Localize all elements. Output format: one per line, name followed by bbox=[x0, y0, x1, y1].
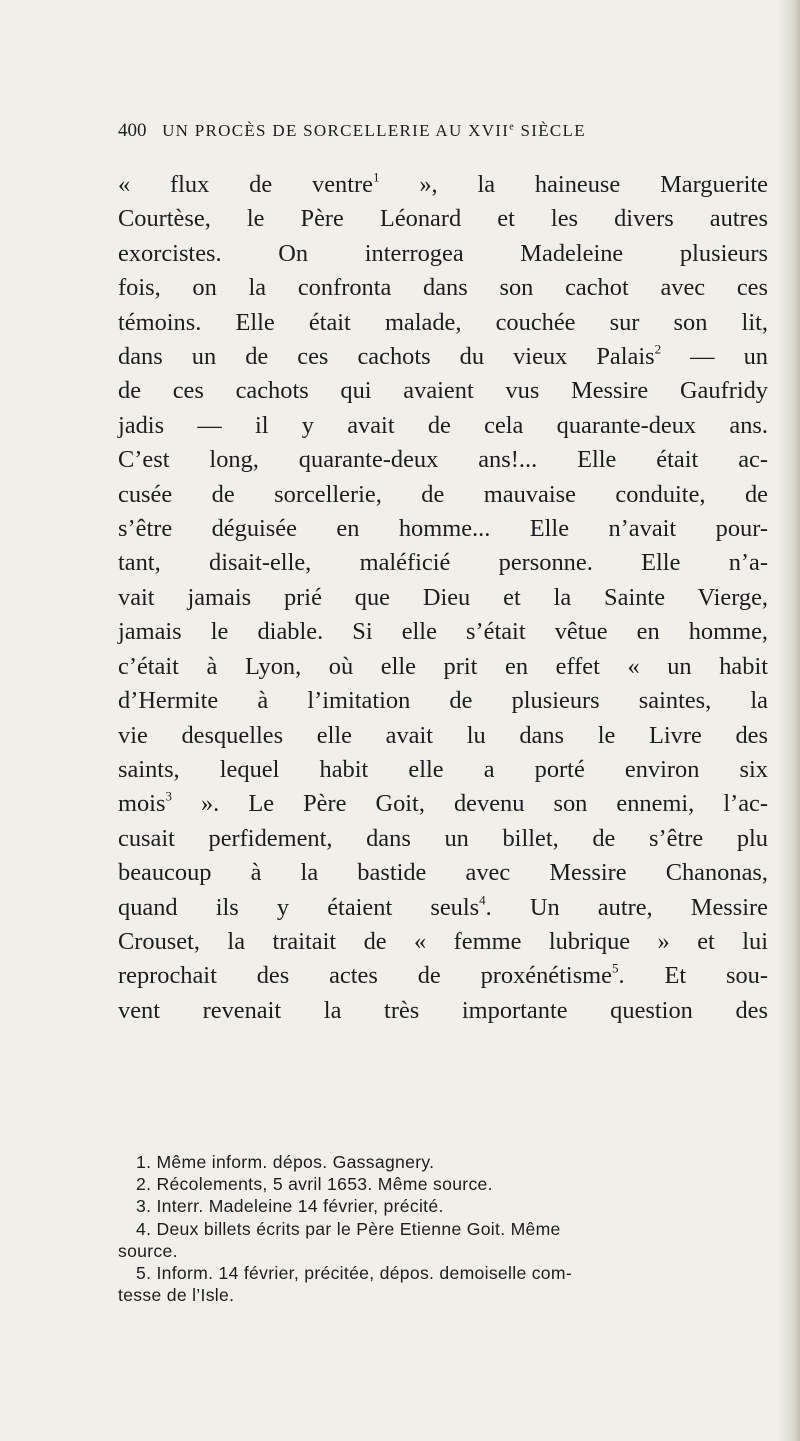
text-segment: fois, on la confronta dans son cachot avec ces bbox=[118, 274, 768, 302]
text-line bbox=[118, 719, 768, 753]
text-segment: . Et sou- bbox=[618, 962, 768, 990]
running-title-superscript: e bbox=[509, 121, 515, 133]
running-title bbox=[162, 121, 586, 140]
text-line bbox=[118, 684, 768, 718]
text-line bbox=[118, 374, 768, 408]
text-line bbox=[118, 168, 768, 202]
text-segment: . Un autre, Messire bbox=[485, 893, 768, 921]
text-segment: reprochait des actes de proxénétisme bbox=[118, 962, 612, 990]
page-edge-shadow bbox=[778, 0, 800, 1441]
footnote: 1. Même inform. dépos. Gassagnery. bbox=[136, 1152, 435, 1172]
footnote: tesse de l’Isle. bbox=[118, 1285, 235, 1306]
running-title-end: SIÈCLE bbox=[514, 121, 586, 140]
footnote-ref: 1 bbox=[372, 169, 380, 185]
text-segment: tant, disait-elle, maléficié personne. Elle n’a- bbox=[118, 549, 768, 577]
text-segment: « flux de ventre bbox=[118, 171, 373, 198]
text-segment: beaucoup à la bastide avec Messire Chanonas, bbox=[118, 859, 768, 887]
text-segment: C’est long, quarante-deux ans!... Elle était ac- bbox=[118, 446, 768, 474]
text-segment: jamais le diable. Si elle s’était vêtue en homme, bbox=[118, 618, 768, 646]
text-segment: jadis — il y avait de cela quarante-deux ans. bbox=[118, 411, 768, 439]
text-segment: mois bbox=[118, 790, 166, 818]
text-line bbox=[118, 822, 768, 856]
text-line bbox=[118, 581, 768, 615]
footnote-ref: 4 bbox=[479, 892, 486, 908]
text-line bbox=[118, 891, 768, 925]
text-segment: exorcistes. On interrogea Madeleine plusieurs bbox=[118, 239, 768, 267]
text-line bbox=[118, 856, 768, 890]
text-segment: c’était à Lyon, où elle prit en effet « un habit bbox=[118, 652, 768, 680]
text-line bbox=[118, 340, 768, 374]
page-number: 400 bbox=[118, 120, 147, 141]
text-segment: ». Le Père Goit, devenu son ennemi, l’ac- bbox=[171, 790, 768, 818]
text-line bbox=[118, 443, 768, 477]
footnote: 3. Interr. Madeleine 14 février, précité. bbox=[136, 1196, 444, 1217]
text-line bbox=[118, 650, 768, 684]
text-line bbox=[118, 271, 768, 305]
footnotes bbox=[118, 1151, 768, 1306]
text-segment: saints, lequel habit elle a porté environ six bbox=[118, 755, 768, 783]
text-segment: de ces cachots qui avaient vus Messire Gaufridy bbox=[118, 377, 768, 405]
text-segment: cusée de sorcellerie, de mauvaise conduite, de bbox=[118, 480, 768, 508]
text-segment: s’être déguisée en homme... Elle n’avait pour- bbox=[118, 515, 768, 543]
running-header bbox=[118, 120, 768, 142]
footnote-ref: 3 bbox=[165, 788, 172, 804]
text-line bbox=[118, 546, 768, 580]
text-segment: quand ils y étaient seuls bbox=[118, 893, 480, 921]
body-paragraph bbox=[118, 168, 768, 1028]
text-line bbox=[118, 202, 768, 236]
text-segment: Crouset, la traitait de « femme lubrique » et lui bbox=[118, 927, 768, 955]
text-segment: — un bbox=[661, 343, 768, 371]
text-line bbox=[118, 237, 768, 271]
footnote: 2. Récolements, 5 avril 1653. Même source. bbox=[136, 1174, 493, 1195]
footnote: source. bbox=[118, 1240, 178, 1261]
text-line bbox=[118, 615, 768, 649]
text-segment: vie desquelles elle avait lu dans le Livre des bbox=[118, 721, 768, 749]
text-segment: témoins. Elle était malade, couchée sur son lit, bbox=[118, 308, 768, 336]
footnote-ref: 2 bbox=[654, 341, 662, 357]
footnote: 5. Inform. 14 février, précitée, dépos. demoiselle com- bbox=[136, 1263, 573, 1284]
footnote-ref: 5 bbox=[611, 960, 619, 976]
text-line bbox=[118, 959, 768, 993]
footnote: 4. Deux billets écrits par le Père Etienne Goit. Même bbox=[136, 1218, 561, 1239]
text-line bbox=[118, 306, 768, 340]
text-line bbox=[118, 925, 768, 959]
running-title-text: UN PROCÈS DE SORCELLERIE AU XVII bbox=[162, 121, 510, 140]
text-segment: dans un de ces cachots du vieux Palais bbox=[118, 343, 655, 371]
text-segment: vent revenait la très importante question des bbox=[118, 996, 768, 1024]
text-segment: Courtèse, le Père Léonard et les divers autres bbox=[118, 205, 768, 233]
text-line bbox=[118, 409, 768, 443]
text-segment: vait jamais prié que Dieu et la Sainte Vierge, bbox=[118, 583, 768, 611]
text-line bbox=[118, 478, 768, 512]
text-segment: d’Hermite à l’imitation de plusieurs saintes, la bbox=[118, 687, 768, 715]
text-line bbox=[118, 753, 768, 787]
text-segment: cusait perfidement, dans un billet, de s’être plu bbox=[118, 824, 768, 852]
text-line bbox=[118, 512, 768, 546]
text-line bbox=[118, 994, 768, 1028]
text-line bbox=[118, 787, 768, 821]
text-segment: », la haineuse Marguerite bbox=[379, 171, 768, 198]
